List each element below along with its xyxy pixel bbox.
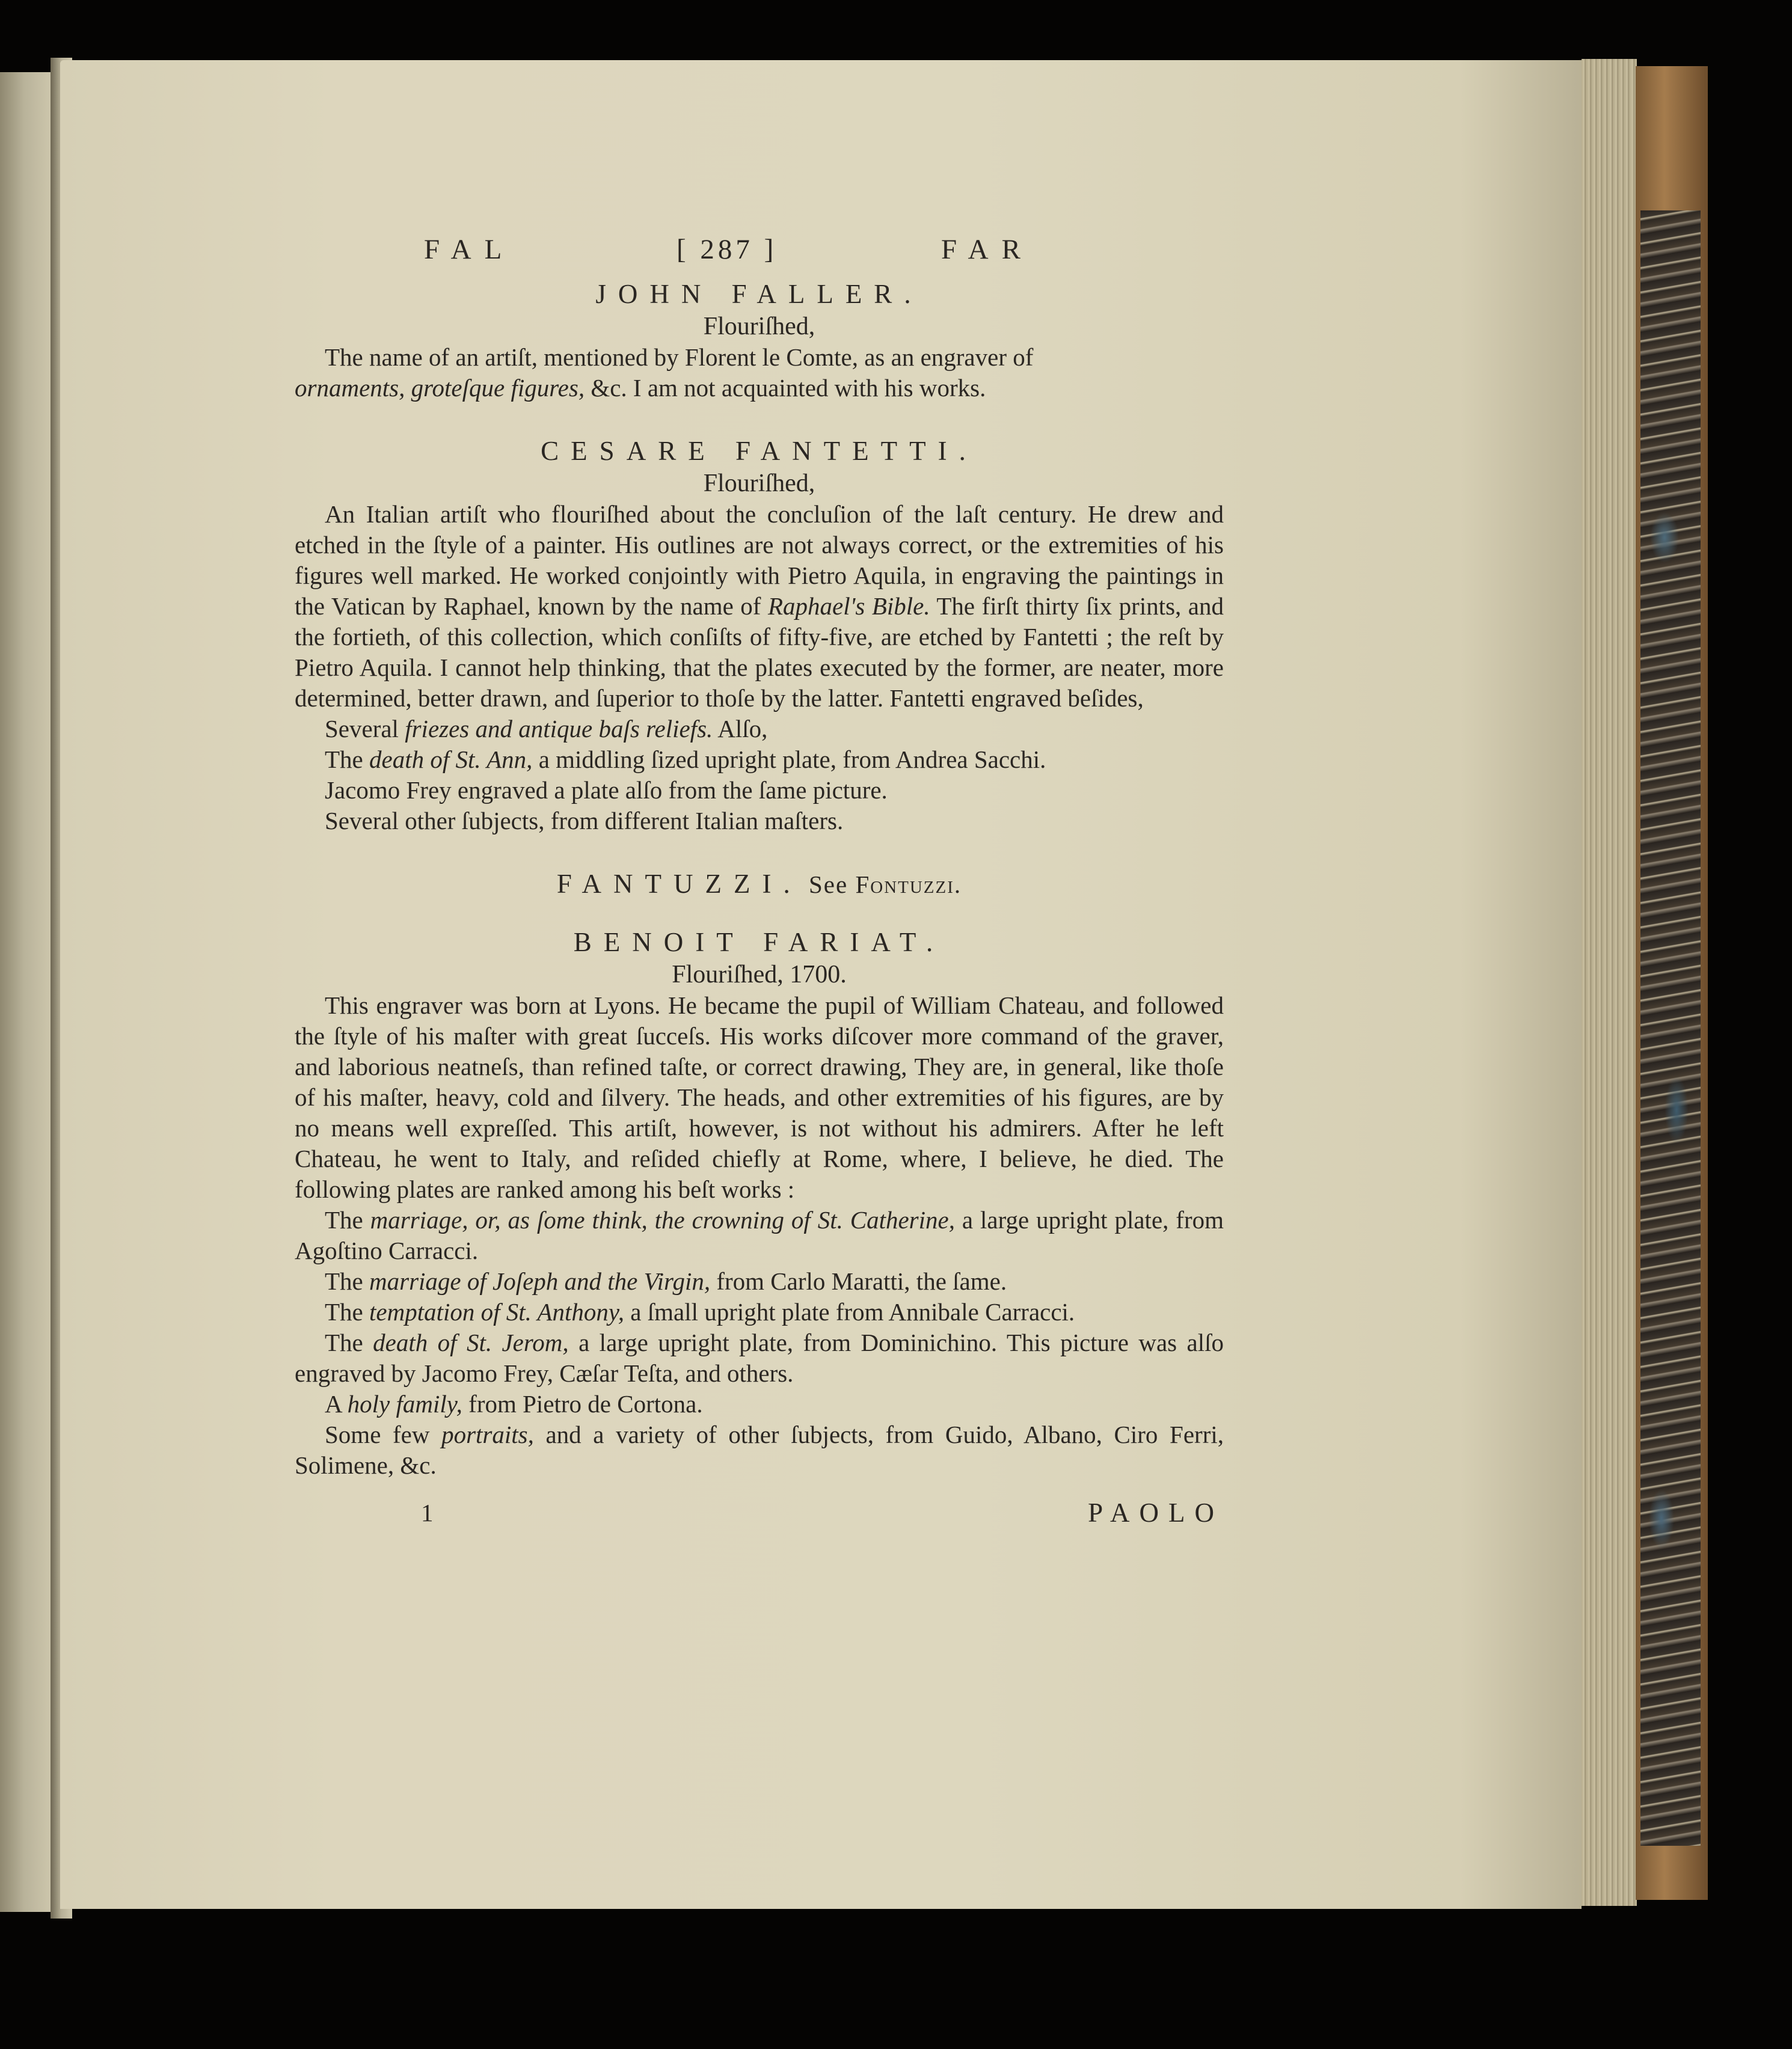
page-text — [295, 234, 1224, 1534]
work-item: The death of St. Jerom, a large upright plate, from Dominichino. This picture was alſo engraved by Jacomo Frey, Cæſar Teſta, and others. — [295, 1329, 1224, 1387]
page-footer — [295, 1498, 1224, 1534]
work-item: The marriage, or, as ſome think, the crowning of St. Catherine, a large upright plate, from Agoſtino Carracci. — [295, 1206, 1224, 1264]
page-block-edges — [1582, 59, 1637, 1906]
work-item: Several other ſubjects, from different Italian maſters. — [325, 807, 844, 835]
entry-flourished-fariat: Flouriſhed, 1700. — [672, 961, 847, 988]
entry-body-fariat: This engraver was born at Lyons. He became the pupil of William Chateau, and followed the ſtyle of his maſter with great ſucceſs. His works diſcover more command of the graver, and laborious neatneſs, than refined taſte, or correct drawing, They are, in general, like thoſe of his maſter, heavy, cold and ſilvery. The heads, and other extremities of his figures, are by no means well expreſſed. This artiſt, however, is not without his admirers. After he left Chateau, he went to Italy, and reſided chiefly at Rome, where, I believe, he died. The following plates are ranked among his beſt works : — [295, 991, 1224, 1203]
signature-mark: 1 — [421, 1499, 434, 1527]
entry-title-fantetti: CESARE FANTETTI. — [541, 436, 978, 466]
entry-body-fantetti: An Italian artiſt who flouriſhed about the concluſion of the laſt century. He drew and etched in the ſtyle of a painter. His outlines are not always correct, or the extremities of his figures well marked. He worked conjointly with Pietro Aquila, in engraving the paintings in the Vatican by Raphael, known by the name of Raphael's Bible. The firſt thirty ſix prints, and the fortieth, of this collection, which conſiſts of fifty-five, are etched by Fantetti ; the reſt by Pietro Aquila. I cannot help thinking, that the plates executed by the former, are neater, more determined, better drawn, and ſuperior to thoſe by the latter. Fantetti engraved beſides, — [295, 500, 1224, 712]
work-item: The temptation of St. Anthony, a ſmall upright plate from Annibale Carracci. — [325, 1298, 1075, 1326]
running-head-left: FAL — [424, 234, 515, 265]
entry-flourished-fantetti: Flouriſhed, — [703, 470, 815, 497]
work-item: Jacomo Frey engraved a plate alſo from the ſame picture. — [325, 776, 888, 804]
entry-body-faller: The name of an artiſt, mentioned by Florent le Comte, as an engraver of ornaments, groteſque figures, &c. I am not acquainted with his works. — [295, 343, 1034, 402]
catchword: PAOLO — [1088, 1498, 1224, 1528]
running-head — [295, 234, 1224, 277]
work-item: A holy family, from Pietro de Cortona. — [325, 1390, 703, 1418]
marbled-board — [1640, 210, 1701, 1846]
entry-title-faller: JOHN FALLER. — [595, 279, 923, 309]
running-head-right: FAR — [941, 234, 1034, 265]
page-number: [ 287 ] — [677, 234, 778, 265]
work-item: The death of St. Ann, a middling ſized upright plate, from Andrea Sacchi. — [325, 746, 1046, 773]
entry-flourished-faller: Flouriſhed, — [703, 313, 815, 340]
entry-title-fariat: BENOIT FARIAT. — [573, 927, 945, 957]
work-item: Some few portraits, and a variety of other ſubjects, from Guido, Albano, Ciro Ferri, Solimene, &c. — [295, 1421, 1224, 1479]
entry-title-fantuzzi: FANTUZZI. See Fontuzzi. — [556, 869, 962, 899]
work-item: Several friezes and antique baſs reliefs. Alſo, — [325, 715, 768, 743]
left-page-edge — [0, 72, 54, 1912]
work-item: The marriage of Joſeph and the Virgin, from Carlo Maratti, the ſame. — [325, 1267, 1007, 1295]
